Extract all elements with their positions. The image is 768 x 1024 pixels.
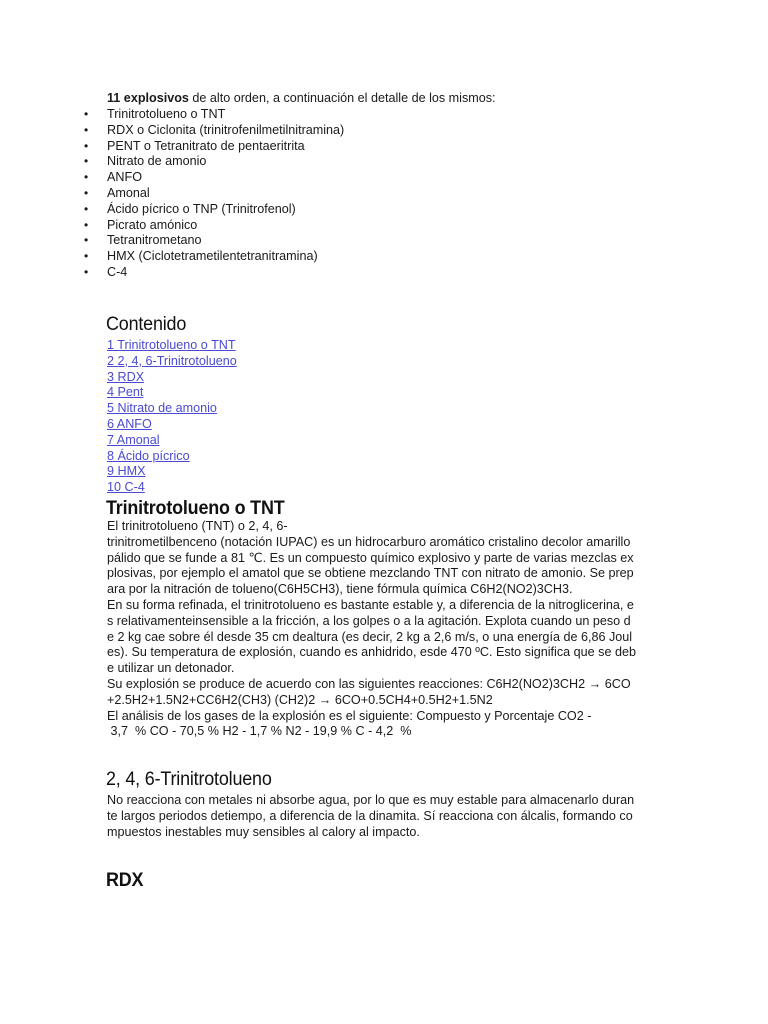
toc-item [107, 370, 237, 386]
toc-item [107, 385, 237, 401]
toc-item [107, 338, 237, 354]
list-item: • Amonal [107, 186, 667, 202]
paragraph-line: 3,7 % CO - 70,5 % H2 - 1,7 % N2 - 19,9 % C - 4,2 % [107, 724, 412, 739]
tnt-body [107, 519, 663, 740]
intro-text: de alto orden, a continuación el detalle de los mismos: [188, 91, 496, 105]
toc-link-7[interactable]: 7 Amonal [107, 432, 160, 447]
toc-item [107, 433, 237, 449]
list-item: • C-4 [107, 265, 667, 281]
toc-link-2[interactable]: 2 2, 4, 6-Trinitrotolueno [107, 353, 237, 368]
toc-link-9[interactable]: 9 HMX [107, 464, 146, 479]
toc-link-5[interactable]: 5 Nitrato de amonio [107, 401, 217, 416]
paragraph-line: pálido que se funde a 81 ℃. Es un compuesto químico explosivo y parte de varias mezclas ex [107, 550, 634, 565]
toc-item [107, 464, 237, 480]
toc-item [107, 480, 237, 496]
paragraph-line: e utilizar un detonador. [107, 661, 235, 676]
paragraph-line: ara por la nitración de tolueno(C6H5CH3), tiene fórmula química C6H2(NO2)3CH3. [107, 582, 573, 597]
table-of-contents [107, 338, 237, 496]
intro-line [107, 91, 667, 107]
paragraph-line: Su explosión se produce de acuerdo con las siguientes reacciones: C6H2(NO2)3CH2 → 6CO [107, 676, 631, 691]
toc-link-8[interactable]: 8 Ácido pícrico [107, 448, 190, 463]
list-item: • Tetranitrometano [107, 233, 667, 249]
paragraph-line: s relativamenteinsensible a la fricción, a los golpes o a la agitación. Explota cuando un peso d [107, 613, 631, 628]
paragraph-line: +2.5H2+1.5N2+CC6H2(CH3) (CH2)2 → 6CO+0.5CH4+0.5H2+1.5N2 [107, 692, 493, 707]
list-item: • ANFO [107, 170, 667, 186]
section-heading-tnt: Trinitrotolueno o TNT [106, 497, 285, 519]
paragraph-line: No reacciona con metales ni absorbe agua, por lo que es muy estable para almacenarlo duran [107, 793, 635, 807]
intro-bold: 11 explosivos [107, 91, 189, 105]
contents-heading: Contenido [106, 313, 187, 335]
toc-item [107, 449, 237, 465]
list-item: • Ácido pícrico o TNP (Trinitrofenol) [107, 202, 667, 218]
toc-link-10[interactable]: 10 C-4 [107, 480, 145, 495]
list-item: • Nitrato de amonio [107, 154, 667, 170]
paragraph-line: El trinitrotolueno (TNT) o 2, 4, 6- [107, 519, 288, 533]
toc-item [107, 354, 237, 370]
paragraph-line: El análisis de los gases de la explosión es el siguiente: Compuesto y Porcentaje CO2 - [107, 708, 592, 723]
list-item: • Picrato amónico [107, 218, 667, 234]
toc-item [107, 401, 237, 417]
section-heading-246-trinitrotolueno: 2, 4, 6-Trinitrotolueno [106, 768, 272, 790]
paragraph-line: mpuestos inestables muy sensibles al calory al impacto. [107, 824, 420, 839]
paragraph-line: trinitrometilbenceno (notación IUPAC) es un hidrocarburo aromático cristalino decolor amarillo [107, 534, 631, 549]
list-item: • RDX o Ciclonita (trinitrofenilmetilnitramina) [107, 123, 667, 139]
paragraph-line: En su forma refinada, el trinitrotolueno es bastante estable y, a diferencia de la nitroglicerina, e [107, 597, 634, 612]
toc-link-3[interactable]: 3 RDX [107, 369, 145, 384]
list-item: • HMX (Ciclotetrametilentetranitramina) [107, 249, 667, 265]
explosives-list [107, 107, 667, 281]
paragraph-line: e 2 kg cae sobre él desde 35 cm dealtura (es decir, 2 kg a 2,6 m/s, o una energía de 6,86 Joul [107, 629, 633, 644]
toc-link-1[interactable]: 1 Trinitrotolueno o TNT [107, 338, 236, 352]
paragraph-line: plosivas, por ejemplo el amatol que se obtiene mezclando TNT con nitrato de amonio. Se prep [107, 566, 634, 581]
list-item: • Trinitrotolueno o TNT [107, 107, 667, 123]
list-item: • PENT o Tetranitrato de pentaeritrita [107, 139, 667, 155]
paragraph-line: es). Su temperatura de explosión, cuando es anhidrido, esde 470 ºC. Esto significa que se deb [107, 645, 636, 660]
toc-link-6[interactable]: 6 ANFO [107, 416, 152, 431]
trinitro246-body [107, 793, 663, 840]
paragraph-line: te largos periodos detiempo, a diferencia de la dinamita. Sí reacciona con álcalis, formando co [107, 808, 633, 823]
section-heading-rdx: RDX [106, 869, 144, 891]
toc-link-4[interactable]: 4 Pent [107, 385, 144, 400]
toc-item [107, 417, 237, 433]
